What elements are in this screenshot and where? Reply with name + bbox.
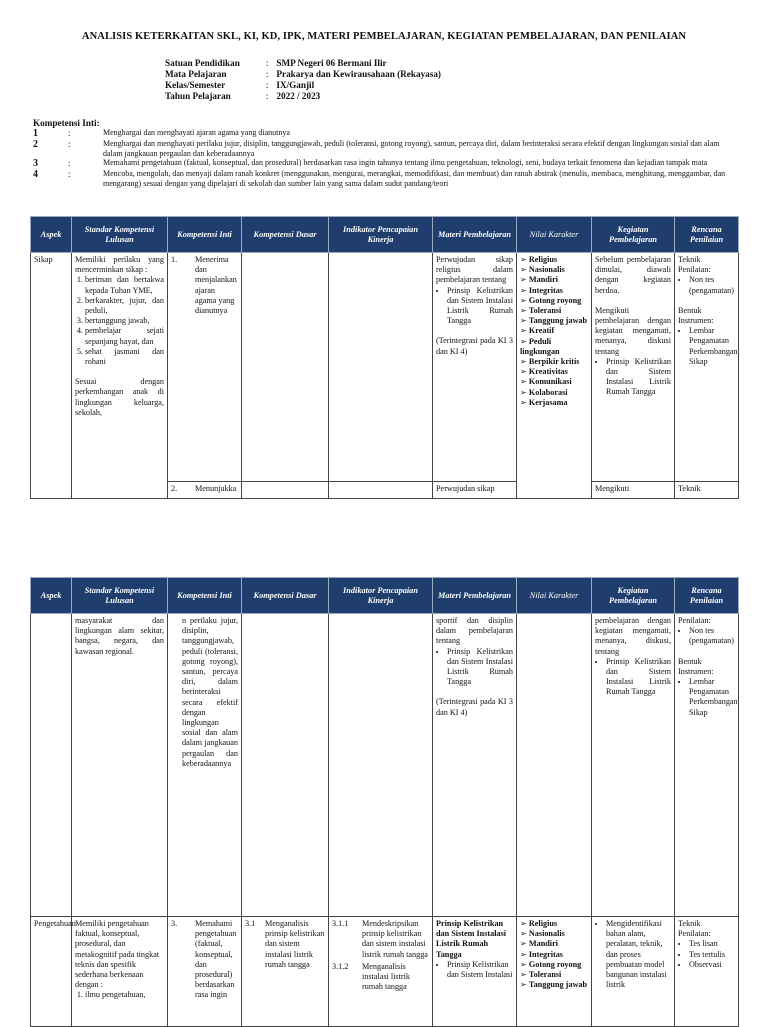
cell-ipk: [329, 253, 433, 482]
header-penilaian: Rencana Penilaian: [675, 217, 739, 253]
cell-aspek: Sikap: [31, 253, 72, 499]
cell-kd: [242, 253, 329, 482]
cell-ki: n perilaku jujur, disiplin, tanggungjawab, peduli (toleransi, gotong royong), santun, percaya diri, dalam berinteraksi secara efektif dengan lingkungan sosial dan alam dalam jangkauan pergaulan dan keberadaannya: [168, 614, 242, 917]
identity-value: IX/Ganjil: [276, 80, 315, 90]
cell-kd: [242, 614, 329, 917]
table-row: [31, 614, 739, 917]
header-kd: Kompetensi Dasar: [242, 578, 329, 614]
header-kd: Kompetensi Dasar: [242, 217, 329, 253]
cell-nilai: ➢ Religius ➢ Nasionalis ➢ Mandiri ➢ Integritas ➢ Gotong royong ➢ Toleransi ➢ Tanggung jawab ➢ Kreatif ➢ Peduli lingkungan ➢ Berpikir kritis ➢ Kreativitas ➢ Komunikasi ➢ Kolaborasi ➢ Kerjasama: [517, 253, 592, 499]
ki-list: [33, 128, 733, 188]
cell-penilaian: Teknik: [675, 482, 739, 499]
header-penilaian: Rencana Penilaian: [675, 578, 739, 614]
cell-skl: Memiliki pengetahuan faktual, konseptual, prosedural, dan metakognitif pada tingkat teknis dan spesifik sederhana berkenaan dengan : 1. ilmu pengetahuan,: [72, 917, 168, 1027]
cell-ki: 2. Menunjukka: [168, 482, 242, 499]
cell-materi: Perwujudan sikap: [433, 482, 517, 499]
cell-ki: 3. Memahami pengetahuan (faktual, konseptual, dan prosedural) berdasarkan rasa ingin: [168, 917, 242, 1027]
header-aspek: Aspek: [31, 217, 72, 253]
header-skl: Standar Kompetensi Lulusan: [72, 578, 168, 614]
ki-item: 2 : Menghargai dan menghayati perilaku jujur, disiplin, tanggungjawab, peduli (toleransi, gotong royong), santun, percaya diri, dalam berinteraksi secara efektif dengan lingkungan sosial dan alam dalam jangkauan pergaulan dan keberadaannya: [33, 139, 720, 158]
cell-kegiatan: Mengikuti: [592, 482, 675, 499]
cell-skl: masyarakat dan lingkungan alam sekitar, bangsa, negara, dan kawasan regional.: [72, 614, 168, 917]
header-kegiatan: Kegiatan Pembelajaran: [592, 578, 675, 614]
cell-penilaian: Teknik Penilaian: • Tes lisan • Tes tertulis • Observasi: [675, 917, 739, 1027]
cell-materi: Prinsip Kelistrikan dan Sistem Instalasi Listrik Rumah Tangga • Prinsip Kelistrikan dan Sistem Instalasi: [433, 917, 517, 1027]
cell-kegiatan: pembelajaran dengan kegiatan mengamati, menanya, diskusi, tentang • Prinsip Kelistrikan dan Sistem Instalasi Listrik Rumah Tangga: [592, 614, 675, 917]
cell-penilaian: Teknik Penilaian: • Non tes (pengamatan) Bentuk Instrumen: • Lembar Pengamatan Perkembangan Sikap: [675, 253, 739, 482]
identity-label: Kelas/Semester: [165, 80, 226, 90]
header-aspek: Aspek: [31, 578, 72, 614]
cell-materi: sportif dan disiplin dalam pembelajaran tentang • Prinsip Kelistrikan dan Sistem Instalasi Listrik Rumah Tangga (Terintegrasi pada KI 3 dan KI 4): [433, 614, 517, 917]
table-row: [31, 917, 739, 1027]
ki-item: 4 : Mencoba, mengolah, dan menyaji dalam ranah konkret (menggunakan, mengurai, merangkai, memodifikasi, dan membuat) dan ranah abstrak (menulis, membaca, menghitung, menggambar, dan mengarang) sesuai dengan yang dipelajari di sekolah dan sumber lain yang sama dalam sudut pandang/teori: [33, 169, 726, 188]
cell-nilai: [517, 614, 592, 917]
cell-aspek: Pengetahuan: [31, 917, 72, 1027]
cell-ipk: [329, 482, 433, 499]
header-skl: Standar Kompetensi Lulusan: [72, 217, 168, 253]
table-header-row: [31, 217, 739, 253]
header-kegiatan: Kegiatan Pembelajaran: [592, 217, 675, 253]
header-ipk: Indikator Pencapaian Kinerja: [329, 217, 433, 253]
identity-value: Prakarya dan Kewirausahaan (Rekayasa): [276, 69, 441, 79]
cell-skl: Memiliki perilaku yang mencerminkan sikap : 1. beriman dan bertakwa kepada Tuhan YME, 2. berkarakter, jujur, dan peduli, 3. bertanggung jawab, 4. pembelajar sejati sepanjang hayat, dan 5. sehat jasmani dan rohani Sesuai dengan perkembangan anak di lingkungan keluarga, sekolah,: [72, 253, 168, 499]
cell-kegiatan: • Mengidentifikasi bahan alam, peralatan, teknik, dan proses pembuatan model bangunan instalasi listrik: [592, 917, 675, 1027]
header-ki: Kompetensi Inti: [168, 578, 242, 614]
header-materi: Materi Pembelajaran: [433, 217, 517, 253]
cell-nilai: ➢ Religius ➢ Nasionalis ➢ Mandiri ➢ Integritas ➢ Gotong royong ➢ Toleransi ➢ Tanggung jawab: [517, 917, 592, 1027]
analysis-table-page-2: [30, 577, 739, 1027]
cell-penilaian: Penilaian: • Non tes (pengamatan) Bentuk Instrumen: • Lembar Pengamatan Perkembangan Sikap: [675, 614, 739, 917]
cell-materi: Perwujudan sikap religius dalam pembelajaran tentang • Prinsip Kelistrikan dan Sistem Instalasi Listrik Rumah Tangga (Terintegrasi pada KI 3 dan KI 4): [433, 253, 517, 482]
cell-kd: [242, 482, 329, 499]
cell-aspek: [31, 614, 72, 917]
identity-label: Satuan Pendidikan: [165, 58, 240, 68]
identity-table: Satuan Pendidikan : SMP Negeri 06 Bermani Ilir Mata Pelajaran : Prakarya dan Kewirausahaan (Rekayasa) Kelas/Semester : IX/Ganjil Tahun Pelajaran : 2022 / 2023: [165, 58, 445, 102]
ki-item: 1 : Menghargai dan menghayati ajaran agama yang dianutnya: [33, 128, 290, 139]
header-ki: Kompetensi Inti: [168, 217, 242, 253]
header-ipk: Indikator Pencapaian Kinerja: [329, 578, 433, 614]
page-title: ANALISIS KETERKAITAN SKL, KI, KD, IPK, MATERI PEMBELAJARAN, KEGIATAN PEMBELAJARAN, DAN PENILAIAN: [81, 31, 687, 42]
cell-kegiatan: Sebelum pembelajaran dimulai, diawali dengan kegiatan berdoa. Mengikuti pembelajaran dengan kegiatan mengamati, menanya, diskusi tentang • Prinsip Kelistrikan dan Sistem Instalasi Listrik Rumah Tangga: [592, 253, 675, 482]
analysis-table-page-1: [30, 216, 739, 499]
cell-ipk: [329, 614, 433, 917]
cell-ki: 1. Menerima dan menjalankan ajaran agama yang dianutnya: [168, 253, 242, 482]
header-nilai: Nilai Karakter: [517, 578, 592, 614]
ki-heading: Kompetensi Inti:: [33, 118, 100, 128]
identity-value: SMP Negeri 06 Bermani Ilir: [276, 58, 387, 68]
ki-item: 3 : Memahami pengetahuan (faktual, konseptual, dan prosedural) berdasarkan rasa ingin tahunya tentang ilmu pengetahuan, teknologi, seni, budaya terkait fenomena dan kejadian tampak mata: [33, 158, 708, 170]
header-materi: Materi Pembelajaran: [433, 578, 517, 614]
table-header-row: [31, 578, 739, 614]
cell-ipk: 3.1.1 Mendeskripsikan prinsip kelistrikan dan sistem instalasi listrik rumah tangga 3.1.2 Menganalisis instalasi listrik rumah tangga: [329, 917, 433, 1027]
header-nilai: Nilai Karakter: [517, 217, 592, 253]
identity-label: Mata Pelajaran: [165, 69, 227, 79]
cell-kd: 3.1 Menganalisis prinsip kelistrikan dan sistem instalasi listrik rumah tangga: [242, 917, 329, 1027]
identity-label: Tahun Pelajaran: [165, 91, 231, 101]
identity-value: 2022 / 2023: [276, 91, 321, 101]
table-row: [31, 253, 739, 482]
